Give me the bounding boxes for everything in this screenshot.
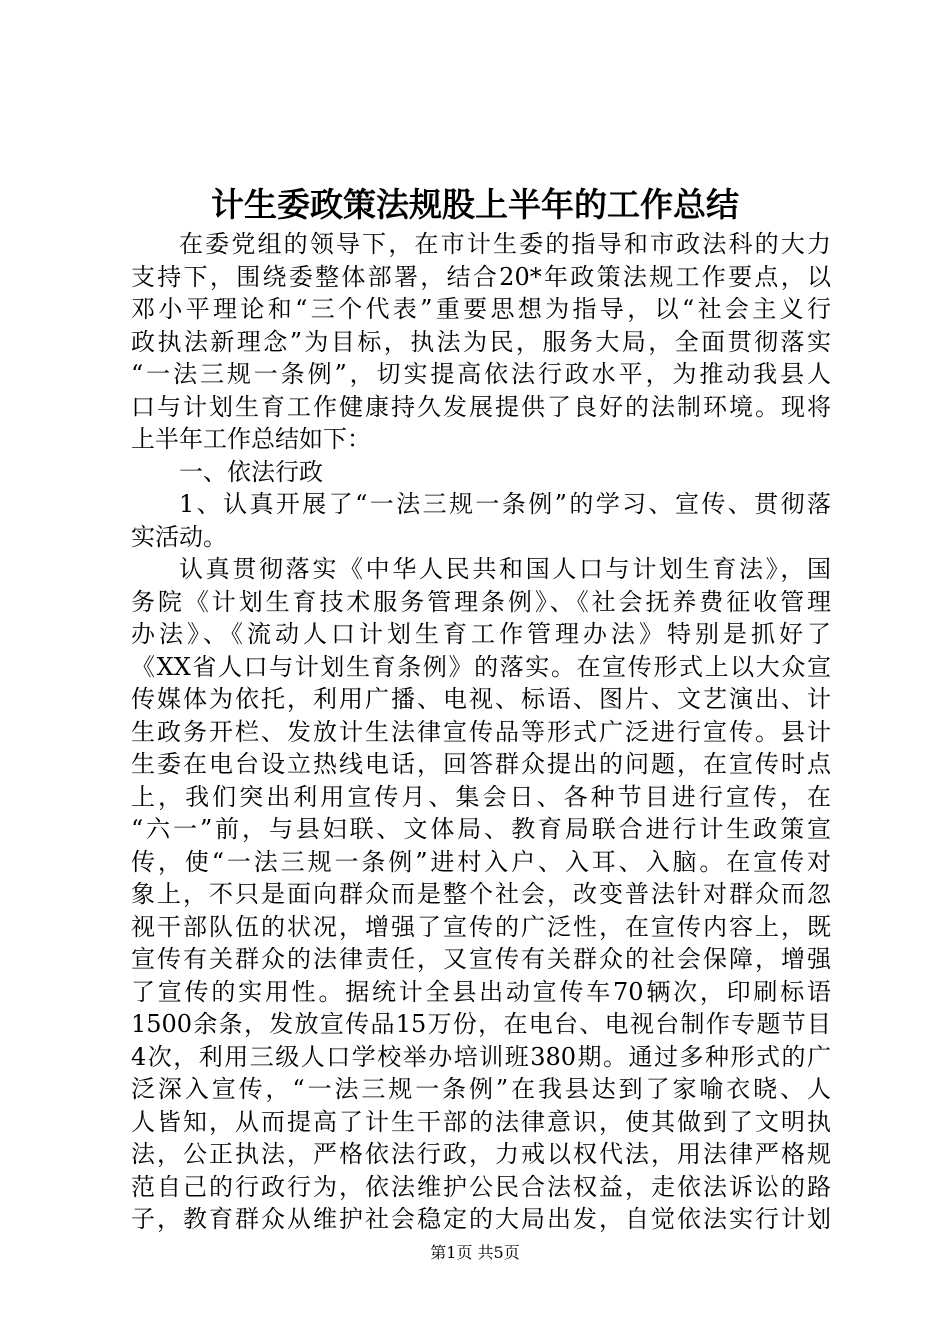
text-line: 生政务开栏、发放计生法律宣传品等形式广泛进行宣传。县计 <box>131 717 831 746</box>
text-line: 宣传有关群众的法律责任，又宣传有关群众的社会保障，增强 <box>131 945 831 973</box>
text-line: 政执法新理念”为目标，执法为民，服务大局，全面贯彻落实 <box>131 327 831 356</box>
document-title: 计生委政策法规股上半年的工作总结 <box>211 185 739 224</box>
text-line: 人皆知，从而提高了计生干部的法律意识，使其做到了文明执 <box>131 1107 831 1136</box>
text-line: 办法》、《流动人口计划生育工作管理办法》特别是抓好了 <box>131 620 831 648</box>
text-line: 口与计划生育工作健康持久发展提供了良好的法制环境。现将 <box>131 392 831 421</box>
text-line: 《XX省人口与计划生育条例》的落实。在宣传形式上以大众宣 <box>131 652 831 681</box>
text-line: 上，我们突出利用宣传月、集会日、各种节目进行宣传，在 <box>131 782 831 811</box>
text-line: 传媒体为依托，利用广播、电视、标语、图片、文艺演出、计 <box>131 685 831 713</box>
text-line: 认真贯彻落实《中华人民共和国人口与计划生育法》，国 <box>179 555 831 583</box>
text-line: 了宣传的实用性。据统计全县出动宣传车70辆次，印刷标语 <box>131 977 831 1006</box>
page-footer: 第1页 共5页 <box>430 1243 520 1262</box>
text-line: 法，公正执法，严格依法行政，力戒以权代法，用法律严格规 <box>131 1140 831 1168</box>
text-line: 上半年工作总结如下： <box>131 425 371 453</box>
text-line: “六一”前，与县妇联、文体局、教育局联合进行计生政策宣 <box>131 815 831 843</box>
text-line: 实活动。 <box>131 522 227 551</box>
text-line: 范自己的行政行为，依法维护公民合法权益，走依法诉讼的路 <box>131 1172 831 1201</box>
text-line: 一、依法行政 <box>179 457 323 486</box>
text-line: 子，教育群众从维护社会稳定的大局出发，自觉依法实行计划 <box>131 1205 831 1233</box>
text-line: 生委在电台设立热线电话，回答群众提出的问题，在宣传时点 <box>131 750 831 778</box>
text-line: 支持下，围绕委整体部署，结合20*年政策法规工作要点，以 <box>131 262 831 291</box>
text-line: 传，使“一法三规一条例”进村入户、入耳、入脑。在宣传对 <box>131 847 831 876</box>
text-line: 邓小平理论和“三个代表”重要思想为指导，以“社会主义行 <box>131 295 831 323</box>
text-line: 1500余条，发放宣传品15万份，在电台、电视台制作专题节目 <box>131 1010 831 1038</box>
text-line: 务院《计划生育技术服务管理条例》、《社会抚养费征收管理 <box>131 587 831 616</box>
text-line: 4次，利用三级人口学校举办培训班380期。通过多种形式的广 <box>131 1042 831 1071</box>
text-line: 在委党组的领导下，在市计生委的指导和市政法科的大力 <box>179 230 831 258</box>
text-line: “一法三规一条例”，切实提高依法行政水平，为推动我县人 <box>131 360 831 388</box>
text-line: 1、认真开展了“一法三规一条例”的学习、宣传、贯彻落 <box>179 490 831 518</box>
text-line: 视干部队伍的状况，增强了宣传的广泛性，在宣传内容上，既 <box>131 912 831 941</box>
text-line: 泛深入宣传，“一法三规一条例”在我县达到了家喻衣晓、人 <box>131 1075 831 1103</box>
document-body <box>131 228 831 1236</box>
text-line: 象上，不只是面向群众而是整个社会，改变普法针对群众而忽 <box>131 880 831 908</box>
